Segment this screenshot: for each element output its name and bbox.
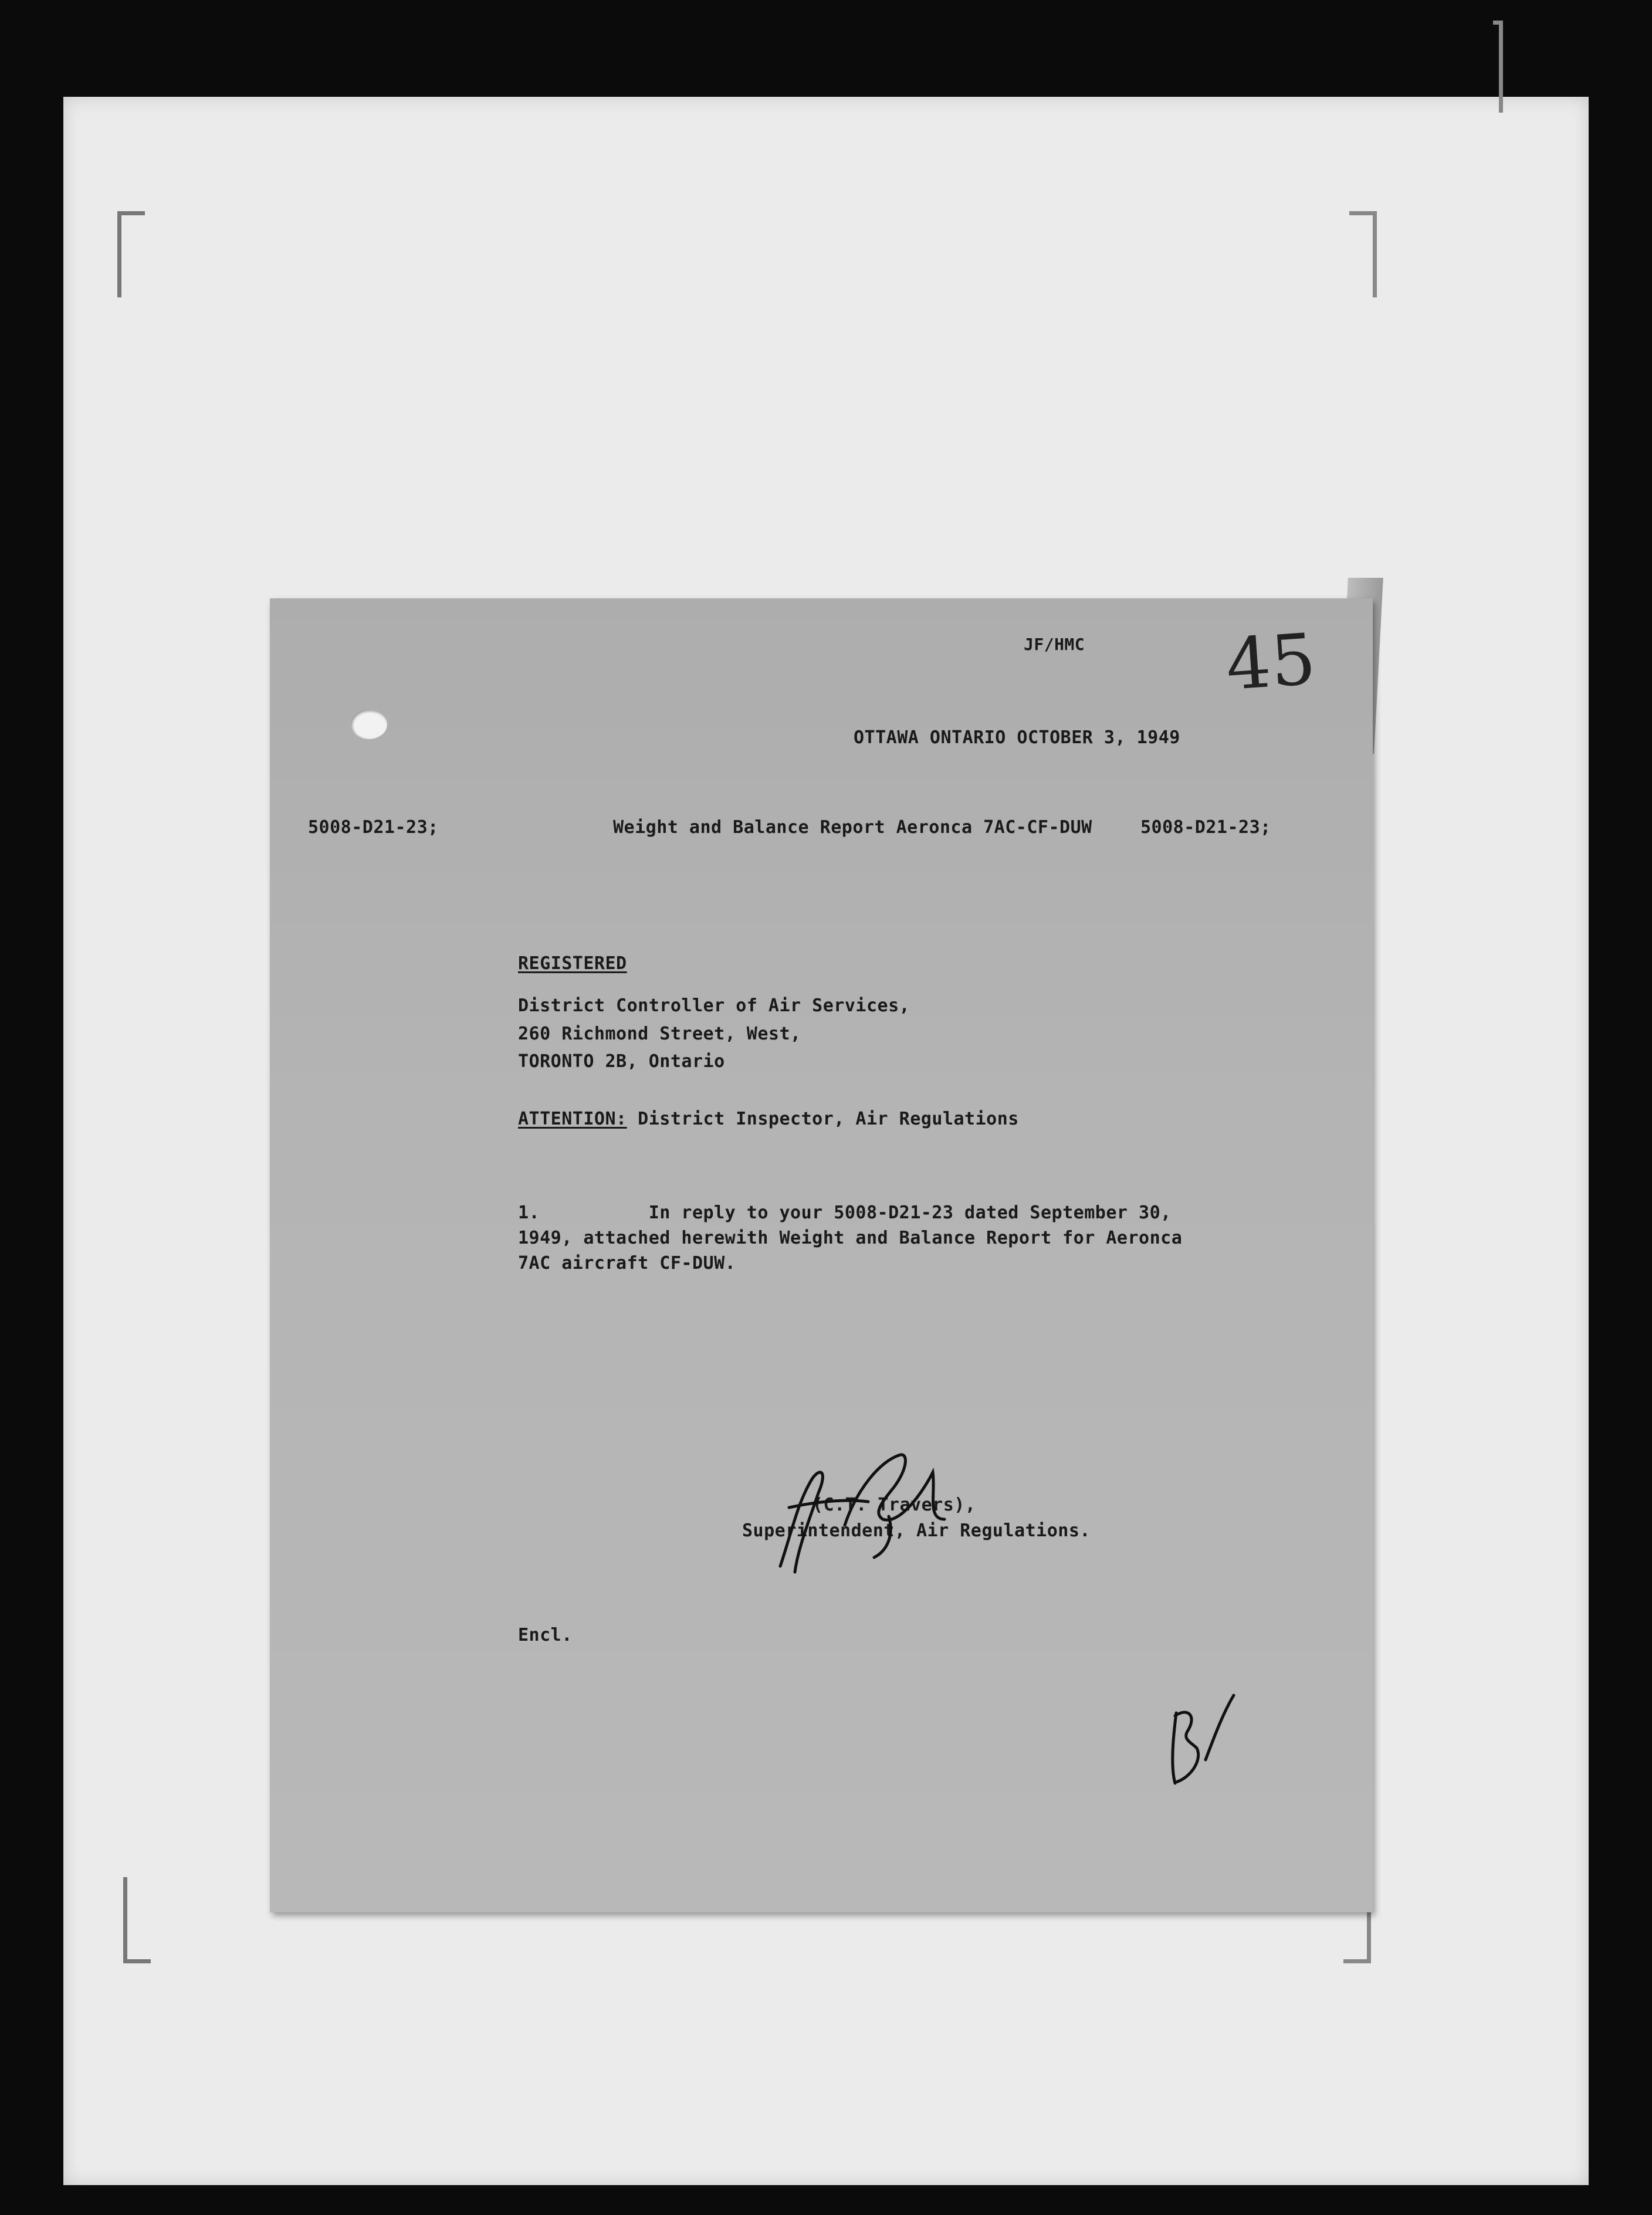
attention-text: District Inspector, Air Regulations [627,1109,1019,1129]
signatory-name: (C.T. Travers), [813,1495,976,1515]
body-paragraph-line: 1. In reply to your 5008-D21-23 dated September 30, [518,1203,1172,1223]
body-paragraph-line: 7AC aircraft CF-DUW. [518,1253,736,1274]
subject-line: Weight and Balance Report Aeronca 7AC-CF-DUW [613,817,1092,838]
signatory-title: Superintendent, Air Regulations. [742,1520,1091,1541]
typist-initials: JF/HMC [1024,635,1085,654]
file-reference-left: 5008-D21-23; [308,817,439,838]
date-line: OTTAWA ONTARIO OCTOBER 3, 1949 [854,727,1180,748]
registered-heading: REGISTERED [518,953,627,974]
crop-mark-top-left [117,211,145,297]
address-line: TORONTO 2B, Ontario [518,1051,725,1072]
handwritten-signature [757,1437,1003,1590]
attention-label: ATTENTION: [518,1109,627,1129]
attention-line [518,1109,1019,1129]
crop-mark-bottom-left [123,1877,151,1963]
file-reference-right: 5008-D21-23; [1140,817,1271,838]
handwritten-initial-mark [1164,1689,1241,1795]
address-line: District Controller of Air Services, [518,995,910,1016]
body-paragraph-line: 1949, attached herewith Weight and Balance Report for Aeronca [518,1228,1183,1248]
punch-hole [351,710,387,739]
handwritten-file-number: 45 [1223,618,1319,707]
crop-mark-outer [1493,21,1503,113]
crop-mark-top-right [1349,211,1377,297]
address-line: 260 Richmond Street, West, [518,1024,801,1044]
enclosure-note: Encl. [518,1625,573,1645]
